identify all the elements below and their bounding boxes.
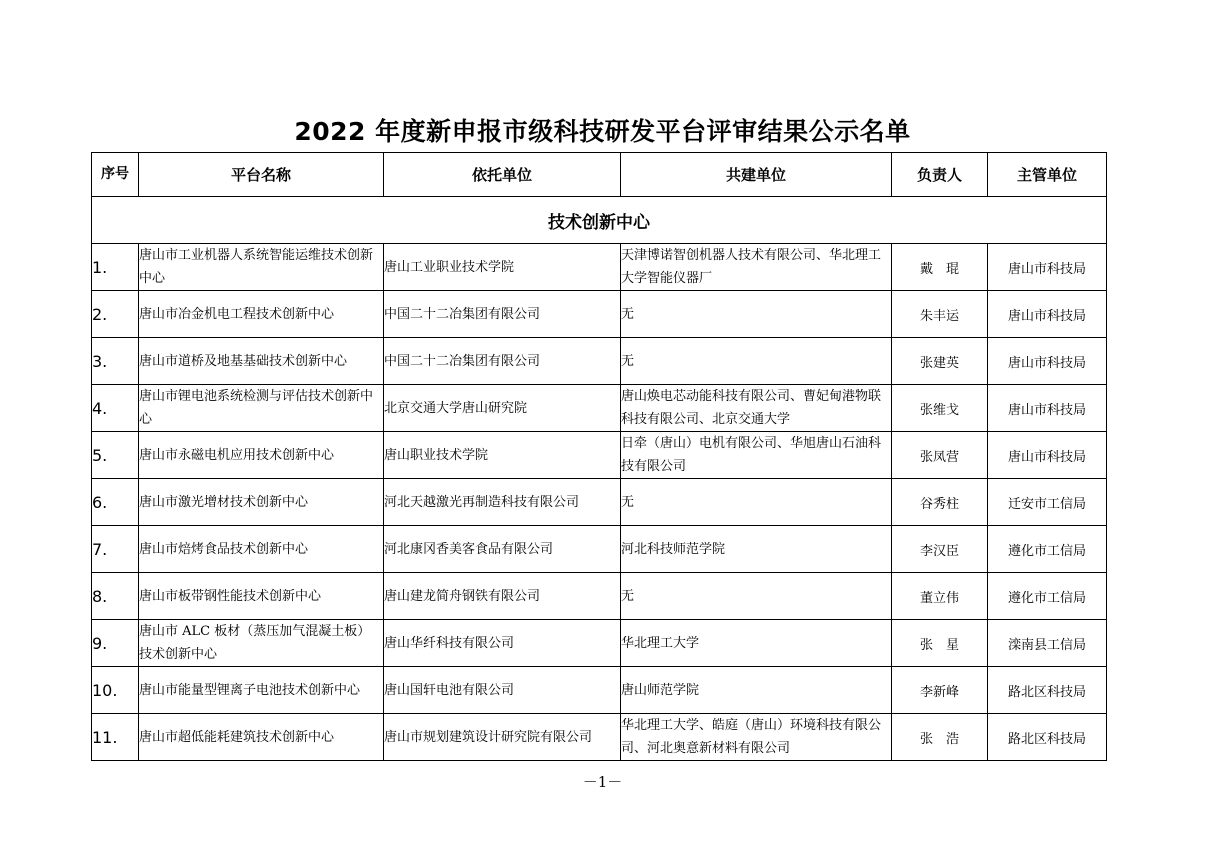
leader: 张维戈: [892, 385, 988, 432]
platform-name: 唐山市永磁电机应用技术创新中心: [139, 432, 384, 479]
platform-name: 唐山市道桥及地基基础技术创新中心: [139, 338, 384, 385]
platform-name: 唐山市 ALC 板材（蒸压加气混凝土板）技术创新中心: [139, 620, 384, 667]
authority: 唐山市科技局: [988, 385, 1107, 432]
authority: 滦南县工信局: [988, 620, 1107, 667]
host-unit: 唐山职业技术学院: [384, 432, 621, 479]
page-title: 2022 年度新申报市级科技研发平台评审结果公示名单: [294, 117, 911, 146]
table-row: [92, 620, 1107, 667]
partner-unit: 无: [621, 573, 892, 620]
partner-unit: 日牵（唐山）电机有限公司、华旭唐山石油科技有限公司: [621, 432, 892, 479]
authority: 路北区科技局: [988, 714, 1107, 761]
header-authority: 主管单位: [988, 153, 1107, 197]
row-number: 4.: [92, 385, 139, 432]
authority: 唐山市科技局: [988, 432, 1107, 479]
results-table: [91, 152, 1107, 761]
row-number: 10.: [92, 667, 139, 714]
leader: 朱丰运: [892, 291, 988, 338]
header-leader: 负责人: [892, 153, 988, 197]
host-unit: 中国二十二冶集团有限公司: [384, 338, 621, 385]
header-row: [92, 153, 1107, 197]
partner-unit: 华北理工大学、皓庭（唐山）环境科技有限公司、河北奥意新材料有限公司: [621, 714, 892, 761]
table-row: [92, 479, 1107, 526]
host-unit: 唐山市规划建筑设计研究院有限公司: [384, 714, 621, 761]
platform-name: 唐山市工业机器人系统智能运维技术创新中心: [139, 244, 384, 291]
partner-unit: 天津博诺智创机器人技术有限公司、华北理工大学智能仪器厂: [621, 244, 892, 291]
leader: 李汉臣: [892, 526, 988, 573]
authority: 路北区科技局: [988, 667, 1107, 714]
header-seq: 序号: [92, 153, 139, 197]
leader: 张 星: [892, 620, 988, 667]
row-number: 2.: [92, 291, 139, 338]
host-unit: 唐山工业职业技术学院: [384, 244, 621, 291]
row-number: 7.: [92, 526, 139, 573]
row-number: 9.: [92, 620, 139, 667]
page-number: －1－: [582, 773, 623, 791]
row-number: 3.: [92, 338, 139, 385]
table-row: [92, 573, 1107, 620]
row-number: 6.: [92, 479, 139, 526]
table-row: [92, 432, 1107, 479]
row-number: 1.: [92, 244, 139, 291]
authority: 迁安市工信局: [988, 479, 1107, 526]
header-partner: 共建单位: [621, 153, 892, 197]
leader: 戴 琨: [892, 244, 988, 291]
host-unit: 唐山国轩电池有限公司: [384, 667, 621, 714]
authority: 唐山市科技局: [988, 244, 1107, 291]
table-row: [92, 291, 1107, 338]
authority: 遵化市工信局: [988, 526, 1107, 573]
partner-unit: 无: [621, 338, 892, 385]
platform-name: 唐山市板带钢性能技术创新中心: [139, 573, 384, 620]
host-unit: 河北康冈香美客食品有限公司: [384, 526, 621, 573]
partner-unit: 无: [621, 479, 892, 526]
table-row: [92, 714, 1107, 761]
table-row: [92, 667, 1107, 714]
section-title: 技术创新中心: [92, 197, 1107, 244]
platform-name: 唐山市焙烤食品技术创新中心: [139, 526, 384, 573]
platform-name: 唐山市超低能耗建筑技术创新中心: [139, 714, 384, 761]
authority: 遵化市工信局: [988, 573, 1107, 620]
host-unit: 唐山建龙简舟钢铁有限公司: [384, 573, 621, 620]
host-unit: 中国二十二冶集团有限公司: [384, 291, 621, 338]
section-row: [92, 197, 1107, 244]
platform-name: 唐山市冶金机电工程技术创新中心: [139, 291, 384, 338]
partner-unit: 唐山师范学院: [621, 667, 892, 714]
leader: 张建英: [892, 338, 988, 385]
platform-name: 唐山市锂电池系统检测与评估技术创新中心: [139, 385, 384, 432]
authority: 唐山市科技局: [988, 338, 1107, 385]
leader: 李新峰: [892, 667, 988, 714]
partner-unit: 唐山焕电芯动能科技有限公司、曹妃甸港物联科技有限公司、北京交通大学: [621, 385, 892, 432]
partner-unit: 河北科技师范学院: [621, 526, 892, 573]
leader: 董立伟: [892, 573, 988, 620]
partner-unit: 无: [621, 291, 892, 338]
row-number: 11.: [92, 714, 139, 761]
table-row: [92, 526, 1107, 573]
table-row: [92, 385, 1107, 432]
header-host: 依托单位: [384, 153, 621, 197]
host-unit: 唐山华纤科技有限公司: [384, 620, 621, 667]
leader: 张 浩: [892, 714, 988, 761]
row-number: 8.: [92, 573, 139, 620]
platform-name: 唐山市能量型锂离子电池技术创新中心: [139, 667, 384, 714]
leader: 谷秀柱: [892, 479, 988, 526]
host-unit: 河北天越激光再制造科技有限公司: [384, 479, 621, 526]
table-row: [92, 244, 1107, 291]
table-row: [92, 338, 1107, 385]
partner-unit: 华北理工大学: [621, 620, 892, 667]
header-platform: 平台名称: [139, 153, 384, 197]
authority: 唐山市科技局: [988, 291, 1107, 338]
host-unit: 北京交通大学唐山研究院: [384, 385, 621, 432]
platform-name: 唐山市激光增材技术创新中心: [139, 479, 384, 526]
row-number: 5.: [92, 432, 139, 479]
leader: 张凤营: [892, 432, 988, 479]
